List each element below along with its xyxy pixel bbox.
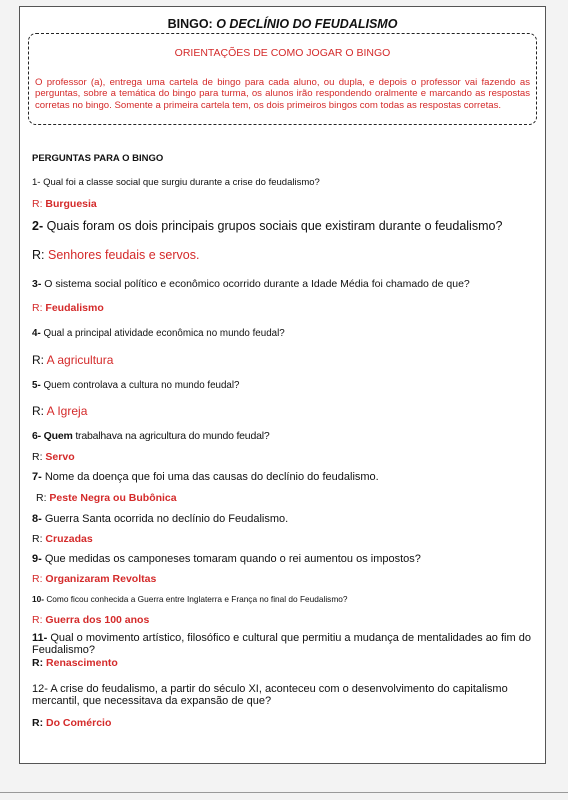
question-2: 2- Quais foram os dois principais grupos sociais que existiram durante o feudalismo? (32, 219, 503, 233)
bottom-divider (0, 792, 568, 793)
question-8: 8- Guerra Santa ocorrida no declínio do Feudalismo. (32, 513, 289, 525)
instructions-title: ORIENTAÇÕES DE COMO JOGAR O BINGO (174, 47, 391, 59)
answer-5: R: A Igreja (32, 404, 88, 418)
instructions-box (28, 33, 537, 125)
answer-2: R: Senhores feudais e servos. (32, 248, 200, 262)
question-11: 11- Qual o movimento artístico, filosófico e cultural que permitiu a mudança de mentalidades ao fim do Feudalismo? (32, 632, 531, 656)
answer-6: R: Servo (32, 451, 75, 463)
answer-8: R: Cruzadas (32, 533, 93, 545)
question-9: 9- Que medidas os camponeses tomaram quando o rei aumentou os impostos? (32, 553, 421, 565)
question-6: 6- Quem trabalhava na agricultura do mundo feudal? (32, 430, 270, 442)
answer-12: R: Do Comércio (32, 717, 112, 729)
page-title: BINGO: O DECLÍNIO DO FEUDALISMO (167, 17, 398, 31)
question-4: 4- Qual a principal atividade econômica no mundo feudal? (32, 328, 285, 339)
question-10: 10- Como ficou conhecida a Guerra entre Inglaterra e França no final do Feudalismo? (32, 594, 348, 604)
answer-4: R: A agricultura (32, 353, 114, 367)
answer-10: R: Guerra dos 100 anos (32, 614, 150, 626)
question-7: 7- Nome da doença que foi uma das causas do declínio do feudalismo. (32, 471, 379, 483)
instructions-text: O professor (a), entrega uma cartela de bingo para cada aluno, ou dupla, e depois o professor vai fazendo as perguntas, sobre a temática do bingo para turma, os alunos irão respondendo oralmente e marcando as respostas corretas no bingo. Somente a primeira cartela tem, os dois primeiros bingos com todas as respostas corretas. (35, 77, 530, 111)
answer-3: R: Feudalismo (32, 302, 104, 314)
question-1: 1- Qual foi a classe social que surgiu durante a crise do feudalismo? (32, 177, 320, 188)
answer-7: R: Peste Negra ou Bubônica (36, 492, 177, 504)
question-3: 3- O sistema social político e econômico ocorrido durante a Idade Média foi chamado de que? (32, 278, 470, 290)
section-title: PERGUNTAS PARA O BINGO (32, 153, 164, 164)
answer-9: R: Organizaram Revoltas (32, 573, 157, 585)
question-5: 5- Quem controlava a cultura no mundo feudal? (32, 380, 240, 391)
question-12: 12- A crise do feudalismo, a partir do século XI, aconteceu com o desenvolvimento do capitalismo mercantil, que necessitava da expansão de que? (32, 683, 508, 707)
answer-1: R: Burguesia (32, 198, 97, 210)
answer-11: R: Renascimento (32, 657, 118, 669)
worksheet-page (19, 6, 546, 764)
